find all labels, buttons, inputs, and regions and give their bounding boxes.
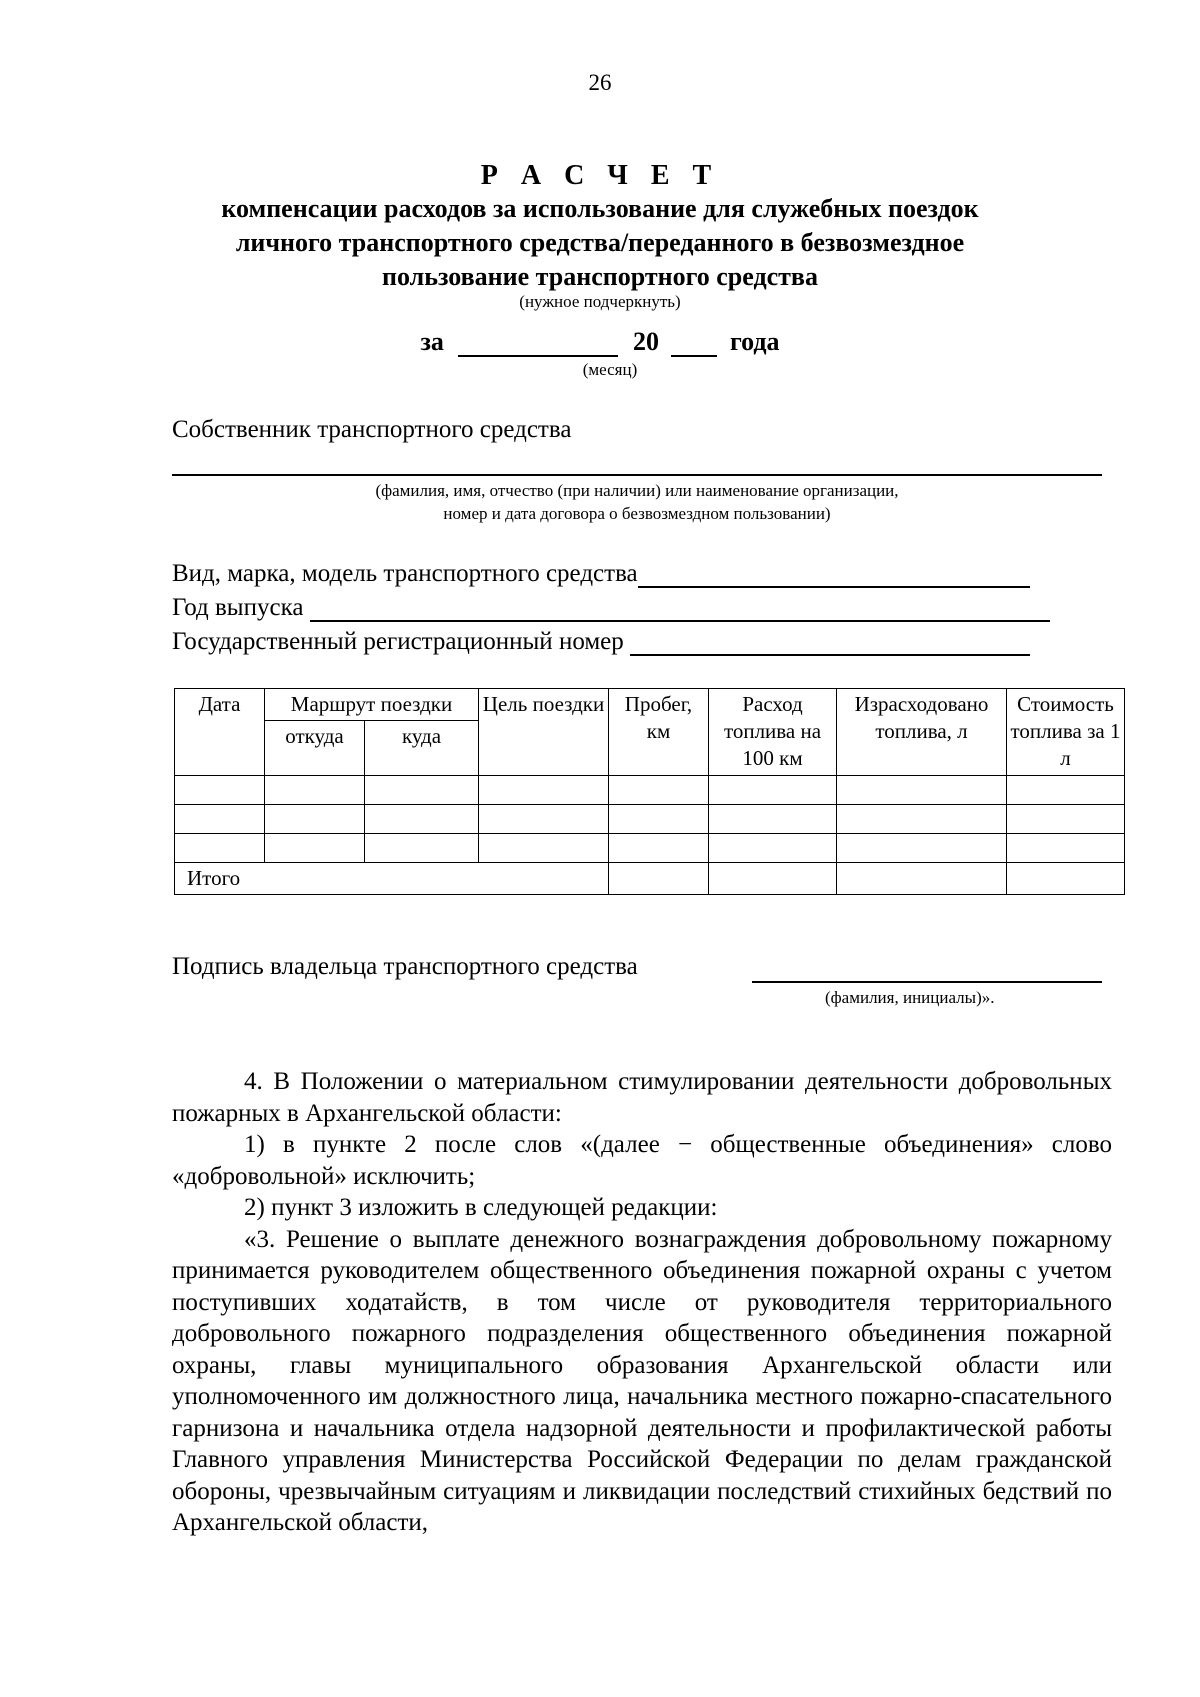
document-subtitle [0,192,1200,294]
underline-note: (нужное подчеркнуть) [519,292,681,311]
table-row [175,805,1125,834]
table-cell[interactable] [1007,863,1125,895]
table-cell[interactable] [609,805,709,834]
table-cell[interactable] [175,834,265,863]
page-number: 26 [588,70,612,95]
signature-note: (фамилия, инициалы)». [825,988,995,1007]
table-cell[interactable] [175,805,265,834]
table-cell[interactable] [837,863,1007,895]
vehicle-reg-field[interactable] [630,630,1030,656]
table-cell[interactable] [479,805,609,834]
header-mileage: Пробег, км [609,689,709,776]
table-cell[interactable] [609,776,709,805]
month-field[interactable] [458,331,618,357]
table-cell[interactable] [837,805,1007,834]
table-cell[interactable] [837,834,1007,863]
vehicle-year-row [172,594,1050,622]
subtitle-line: пользование транспортного средства [382,262,818,291]
vehicle-reg-row [172,628,1030,656]
owner-note-1: (фамилия, имя, отчество (при наличии) или наименование организации, [375,481,899,500]
period-suffix: года [729,327,780,356]
vehicle-type-row [172,560,1030,588]
table-cell[interactable] [1007,805,1125,834]
table-cell[interactable] [479,776,609,805]
table-cell[interactable] [609,834,709,863]
header-route: Маршрут поездки [265,689,479,721]
header-date: Дата [175,689,265,776]
vehicle-year-field[interactable] [310,596,1050,622]
header-fuel-cost: Стоимость топлива за 1 л [1007,689,1125,776]
year-field[interactable] [671,331,717,357]
paragraph: 1) в пункте 2 после слов «(далее − общественные объединения» слово «добровольной» исключить; [172,1131,1112,1190]
table-cell[interactable] [265,834,365,863]
table-cell[interactable] [365,805,479,834]
vehicle-reg-label: Государственный регистрационный номер [172,628,624,655]
owner-field[interactable] [172,474,1102,476]
table-cell[interactable] [365,834,479,863]
signature-label: Подпись владельца транспортного средства [172,953,638,980]
period-row [0,327,1200,357]
month-note: (месяц) [582,360,638,379]
body-text [172,1066,1112,1539]
table-header-row [175,689,1125,721]
vehicle-type-field[interactable] [638,562,1030,588]
header-purpose: Цель поездки [479,689,609,776]
table-row [175,834,1125,863]
table-cell[interactable] [265,776,365,805]
table-cell[interactable] [709,776,837,805]
header-from: откуда [265,721,365,776]
document-title: Р А С Ч Е Т [480,160,720,191]
trip-table [174,688,1125,895]
table-cell[interactable] [709,863,837,895]
paragraph: 4. В Положении о материальном стимулировании деятельности добровольных пожарных в Архангельской области: [172,1068,1112,1127]
paragraph: «3. Решение о выплате денежного вознаграждения добровольному пожарному принимается руководителем общественного объединения пожарной охраны с учетом поступивших ходатайств, в том числе от руководителя территориального добровольного пожарного подразделения общественного объединения пожарной охраны, главы муниципального образования Архангельской области или уполномоченного им должностного лица, начальника местного пожарно-спасательного гарнизона и начальника отдела надзорной деятельности и профилактической работы Главного управления Министерства Российской Федерации по делам гражданской обороны, чрезвычайным ситуациям и ликвидации последствий стихийных бедствий по Архангельской области, [172,1225,1112,1536]
header-to: куда [365,721,479,776]
table-cell[interactable] [1007,834,1125,863]
vehicle-type-label: Вид, марка, модель транспортного средства [172,560,638,587]
paragraph: 2) пункт 3 изложить в следующей редакции: [244,1194,718,1221]
subtitle-line: личного транспортного средства/переданного в безвозмездное [235,228,965,257]
table-row [175,776,1125,805]
table-cell[interactable] [175,776,265,805]
signature-field[interactable] [752,981,1102,983]
vehicle-year-label: Год выпуска [172,594,304,621]
subtitle-line: компенсации расходов за использование для служебных поездок [221,194,979,223]
owner-label: Собственник транспортного средства [172,416,572,443]
owner-note-2: номер и дата договора о безвозмездном пользовании) [443,504,831,523]
table-cell[interactable] [709,834,837,863]
table-total-row [175,863,1125,895]
table-cell[interactable] [265,805,365,834]
header-fuel-used: Израсходовано топлива, л [837,689,1007,776]
table-cell[interactable] [837,776,1007,805]
header-consumption: Расход топлива на 100 км [709,689,837,776]
table-cell[interactable] [709,805,837,834]
table-cell[interactable] [365,776,479,805]
table-cell[interactable] [479,834,609,863]
table-cell[interactable] [1007,776,1125,805]
period-year-prefix: 20 [632,327,659,356]
period-prefix: за [420,327,444,356]
total-label: Итого [175,863,609,895]
table-cell[interactable] [609,863,709,895]
